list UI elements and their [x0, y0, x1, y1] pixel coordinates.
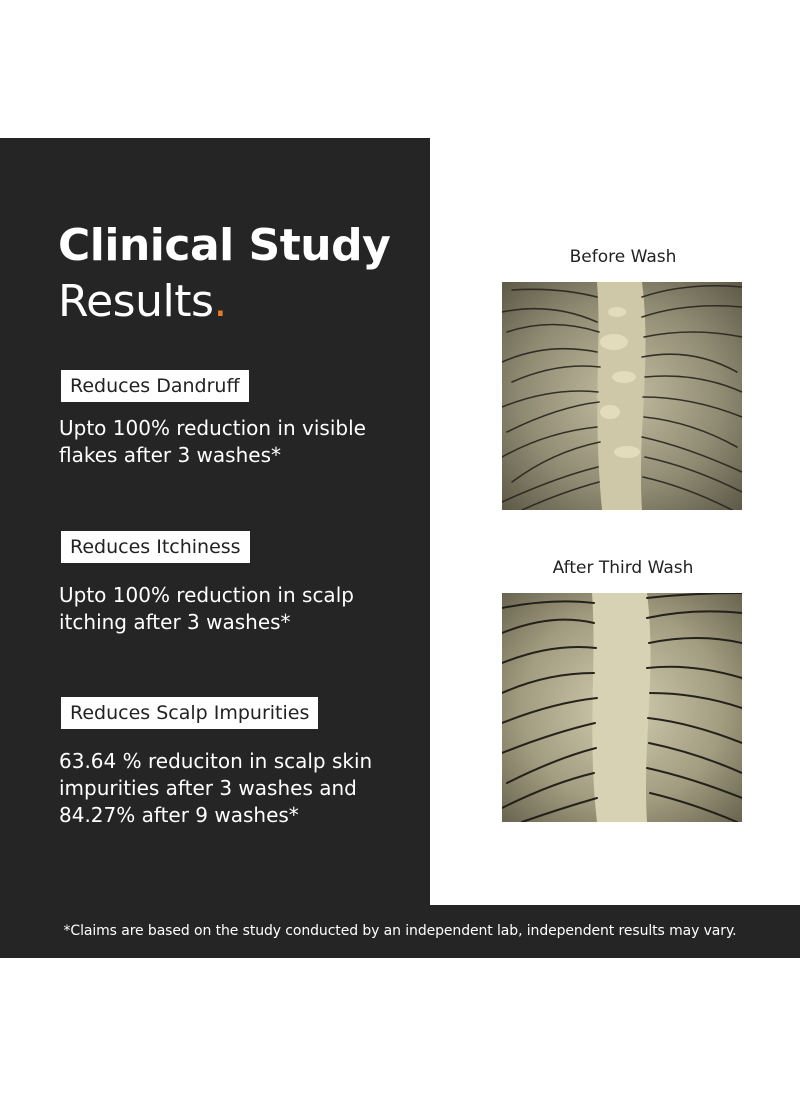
footer-disclaimer: *Claims are based on the study conducted by an independent lab, independent results may vary.	[63, 923, 737, 939]
title-line-1: Clinical Study	[58, 220, 391, 271]
badge-reduces-scalp-impurities: Reduces Scalp Impurities	[61, 697, 318, 729]
before-wash-image	[502, 282, 742, 510]
after-third-wash-image	[502, 593, 742, 822]
scalp-before-illustration	[502, 282, 742, 510]
badge-reduces-itchiness: Reduces Itchiness	[61, 531, 250, 563]
page-title	[58, 218, 390, 330]
desc-line: 63.64 % reduciton in scalp skin	[59, 749, 373, 773]
desc-line: Upto 100% reduction in visible	[59, 416, 366, 440]
desc-reduces-itchiness	[59, 582, 399, 636]
badge-reduces-dandruff: Reduces Dandruff	[61, 370, 249, 402]
before-wash-label: Before Wash	[569, 247, 677, 267]
title-accent-dot: .	[213, 276, 227, 327]
after-third-wash-label: After Third Wash	[552, 558, 694, 578]
desc-line: Upto 100% reduction in scalp	[59, 583, 354, 607]
desc-line: impurities after 3 washes and	[59, 776, 357, 800]
desc-line: flakes after 3 washes*	[59, 443, 281, 467]
scalp-after-illustration	[502, 593, 742, 822]
desc-line: 84.27% after 9 washes*	[59, 803, 299, 827]
desc-reduces-scalp-impurities	[59, 748, 399, 829]
title-results: Results	[58, 276, 214, 327]
title-line-2	[58, 274, 390, 330]
desc-line: itching after 3 washes*	[59, 610, 291, 634]
desc-reduces-dandruff	[59, 415, 399, 469]
